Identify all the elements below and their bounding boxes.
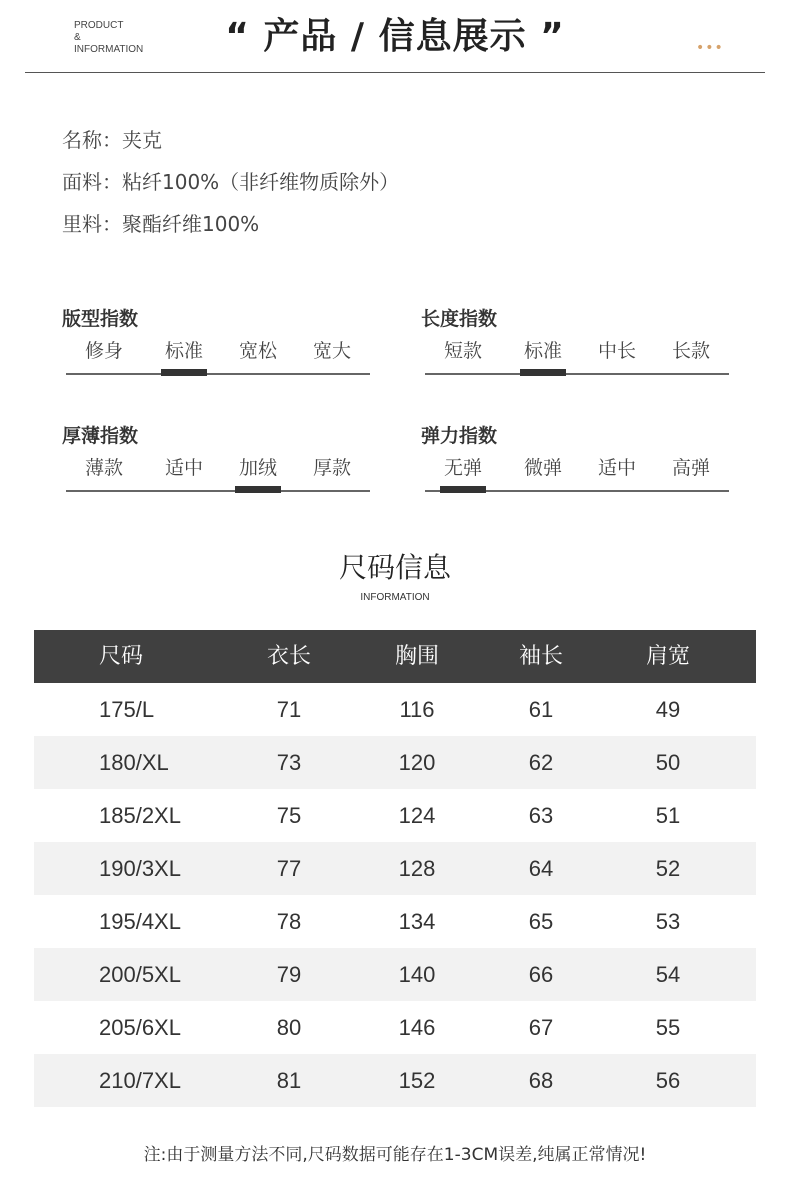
size-table — [34, 630, 756, 1107]
table-cell: 63 — [528, 803, 554, 828]
length-selected-marker — [520, 369, 566, 376]
table-cell: 185/2XL — [99, 803, 181, 828]
table-cell: 75 — [276, 803, 302, 828]
table-row — [34, 683, 756, 736]
fit-option: 标准 — [164, 340, 203, 362]
table-cell: 54 — [655, 962, 681, 987]
table-cell: 146 — [398, 1015, 436, 1040]
table-cell: 80 — [276, 1015, 302, 1040]
table-cell: 210/7XL — [99, 1068, 181, 1093]
table-cell: 128 — [398, 856, 436, 881]
table-row — [34, 895, 756, 948]
fit-scale-line — [66, 373, 370, 375]
table-cell: 200/5XL — [99, 962, 181, 987]
fit-option: 宽大 — [312, 340, 351, 362]
table-row — [34, 736, 756, 789]
length-scale-line — [425, 373, 729, 375]
table-row — [34, 1054, 756, 1107]
thickness-index — [62, 421, 372, 491]
product-fabric: 面料：粘纤100%（非纤维物质除外） — [62, 170, 400, 194]
table-cell: 66 — [528, 962, 554, 987]
length-index-scale — [421, 336, 731, 374]
elasticity-option: 高弹 — [671, 457, 710, 479]
table-cell: 50 — [655, 750, 681, 775]
size-section-title: 尺码信息 — [338, 551, 451, 584]
fit-index — [62, 304, 372, 374]
elasticity-option: 无弹 — [443, 457, 482, 479]
table-cell: 68 — [528, 1068, 554, 1093]
thickness-selected-marker — [235, 486, 281, 493]
table-cell: 52 — [655, 856, 681, 881]
table-cell: 61 — [528, 697, 554, 722]
table-cell: 134 — [398, 909, 436, 934]
table-cell: 205/6XL — [99, 1015, 181, 1040]
table-cell: 62 — [528, 750, 554, 775]
decorative-dots: ••• — [696, 40, 724, 56]
table-header-cell: 袖长 — [518, 644, 563, 669]
table-row — [34, 948, 756, 1001]
elasticity-selected-marker — [440, 486, 486, 493]
table-header-cell: 衣长 — [266, 644, 311, 669]
table-header-cell: 尺码 — [99, 644, 144, 669]
table-cell: 81 — [276, 1068, 302, 1093]
fit-index-scale — [62, 336, 372, 374]
page-header — [0, 0, 790, 74]
table-cell: 124 — [398, 803, 436, 828]
length-option: 中长 — [597, 340, 636, 362]
thickness-index-scale — [62, 453, 372, 491]
fit-index-title: 版型指数 — [62, 308, 139, 330]
table-cell: 49 — [655, 697, 681, 722]
table-cell: 53 — [655, 909, 681, 934]
table-header-cell: 胸围 — [394, 644, 439, 669]
elasticity-index-scale — [421, 453, 731, 491]
length-option: 长款 — [671, 340, 710, 362]
table-cell: 175/L — [99, 697, 155, 722]
table-cell: 71 — [276, 697, 302, 722]
table-cell: 73 — [276, 750, 302, 775]
table-cell: 152 — [398, 1068, 436, 1093]
table-cell: 140 — [398, 962, 436, 987]
table-row — [34, 789, 756, 842]
table-cell: 195/4XL — [99, 909, 181, 934]
product-lining: 里料：聚酯纤维100% — [62, 212, 260, 236]
elasticity-index — [421, 421, 731, 491]
elasticity-index-title: 弹力指数 — [421, 425, 498, 447]
measurement-note: 注:由于测量方法不同,尺码数据可能存在1-3CM误差,纯属正常情况! — [143, 1145, 647, 1165]
thickness-scale-line — [66, 490, 370, 492]
table-cell: 116 — [399, 697, 435, 722]
table-cell: 64 — [528, 856, 554, 881]
elasticity-option: 微弹 — [523, 457, 562, 479]
product-info — [62, 124, 399, 250]
table-cell: 77 — [276, 856, 302, 881]
table-header-row — [34, 630, 756, 683]
table-cell: 67 — [528, 1015, 554, 1040]
table-cell: 55 — [655, 1015, 681, 1040]
thickness-index-title: 厚薄指数 — [62, 425, 139, 447]
table-cell: 51 — [655, 803, 681, 828]
length-index — [421, 304, 731, 374]
fit-option: 修身 — [84, 340, 123, 362]
fit-selected-marker — [161, 369, 207, 376]
page-title: “ 产品 / 信息展示 ” — [225, 16, 565, 57]
table-row — [34, 1001, 756, 1054]
product-name: 名称：夹克 — [62, 128, 162, 152]
thickness-option: 厚款 — [312, 457, 351, 479]
thickness-option: 加绒 — [238, 457, 277, 479]
thickness-option: 薄款 — [84, 457, 123, 479]
length-option: 短款 — [443, 340, 482, 362]
header-en-line2: & — [74, 32, 81, 43]
size-section-subtitle: INFORMATION — [360, 592, 430, 603]
table-cell: 190/3XL — [99, 856, 181, 881]
table-cell: 78 — [276, 909, 302, 934]
table-cell: 120 — [398, 750, 436, 775]
header-en-line1: PRODUCT — [74, 20, 124, 31]
table-row — [34, 842, 756, 895]
table-cell: 79 — [276, 962, 302, 987]
table-cell: 180/XL — [99, 750, 169, 775]
length-option: 标准 — [523, 340, 562, 362]
table-cell: 65 — [528, 909, 554, 934]
table-cell: 56 — [655, 1068, 681, 1093]
fit-option: 宽松 — [238, 340, 277, 362]
elasticity-option: 适中 — [597, 457, 636, 479]
header-divider — [25, 72, 765, 73]
header-en-line3: INFORMATION — [74, 44, 144, 55]
length-index-title: 长度指数 — [421, 308, 498, 330]
table-header-cell: 肩宽 — [645, 644, 690, 669]
thickness-option: 适中 — [164, 457, 203, 479]
